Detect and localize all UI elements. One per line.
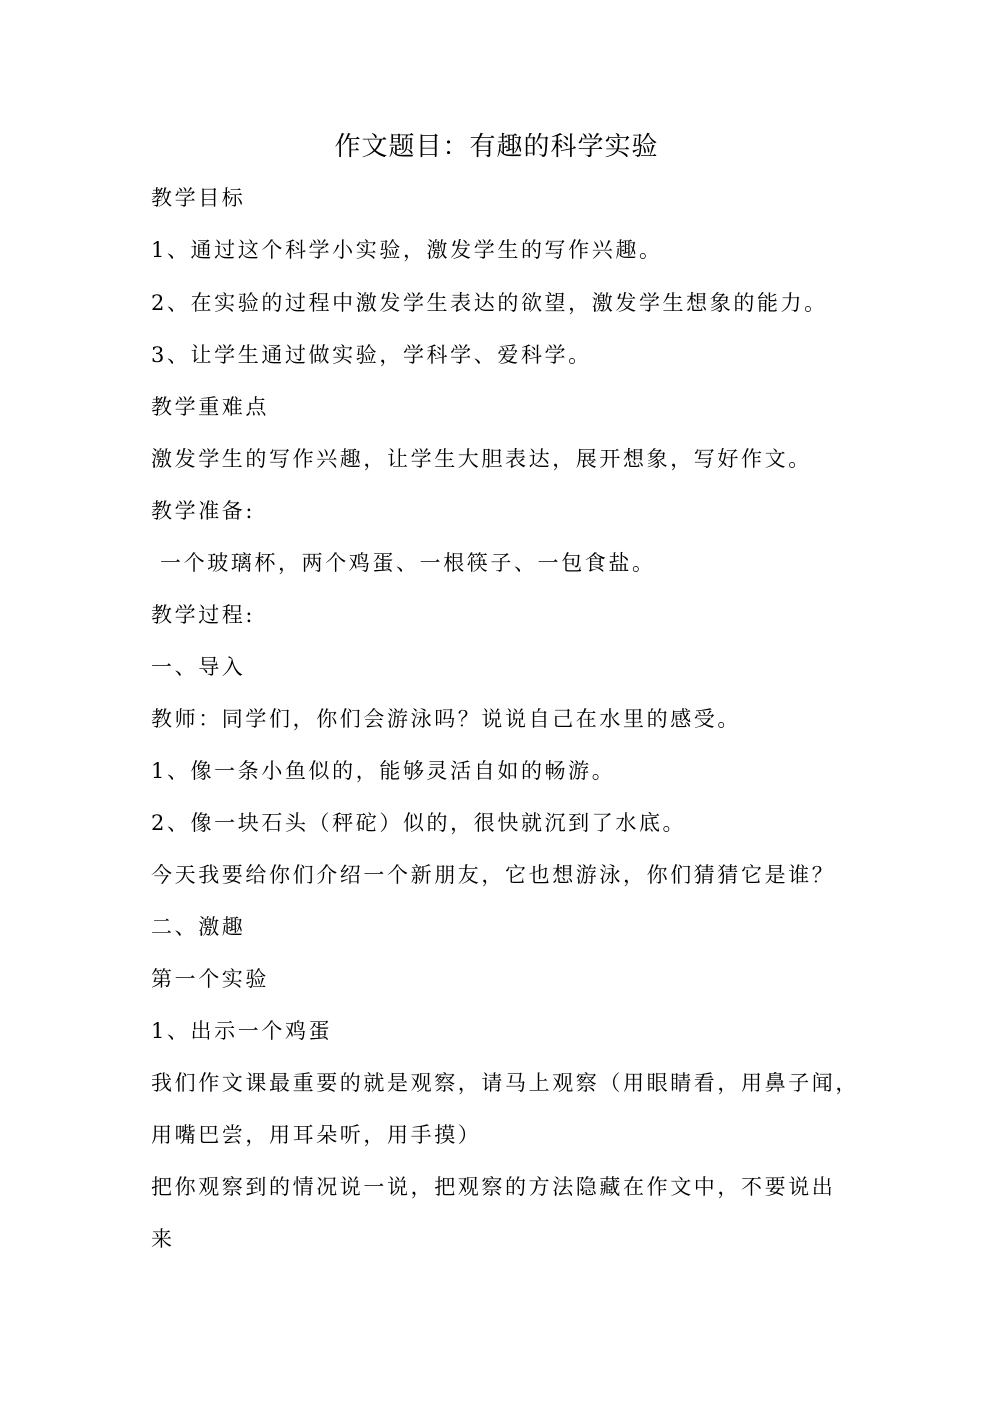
observation-text-2: 用嘴巴尝，用耳朵听，用手摸） [151,1123,482,1147]
heading-preparation: 教学准备: [151,499,256,523]
observation-text-1: 我们作文课最重要的就是观察，请马上观察（用眼睛看，用鼻子闻， [151,1071,859,1095]
section-motivate: 二、激趣 [151,915,246,939]
key-points-text: 激发学生的写作兴趣，让学生大胆表达，展开想象，写好作文。 [151,447,812,471]
teacher-question: 教师：同学们，你们会游泳吗？说说自己在水里的感受。 [151,707,741,731]
heading-process: 教学过程: [151,603,256,627]
observation-text-4: 来 [151,1227,175,1251]
first-experiment-heading: 第一个实验 [151,967,269,991]
goal-item-3: 3、让学生通过做实验，学科学、爱科学。 [151,343,592,367]
step-show-egg: 1、出示一个鸡蛋 [151,1019,333,1043]
heading-key-points: 教学重难点 [151,395,269,419]
answer-item-1: 1、像一条小鱼似的，能够灵活自如的畅游。 [151,759,616,783]
introduce-friend: 今天我要给你们介绍一个新朋友，它也想游泳，你们猜猜它是谁？ [151,863,836,887]
section-intro: 一、导入 [151,655,246,679]
heading-teaching-goals: 教学目标 [151,186,246,210]
goal-item-1: 1、通过这个科学小实验，激发学生的写作兴趣。 [151,238,663,262]
preparation-text: 一个玻璃杯，两个鸡蛋、一根筷子、一包食盐。 [160,551,656,575]
document-title: 作文题目：有趣的科学实验 [334,132,659,162]
goal-item-2: 2、在实验的过程中激发学生表达的欲望，激发学生想象的能力。 [151,291,828,315]
answer-item-2: 2、像一块石头（秤砣）似的，很快就沉到了水底。 [151,811,687,835]
observation-text-3: 把你观察到的情况说一说，把观察的方法隐藏在作文中，不要说出 [151,1175,836,1199]
